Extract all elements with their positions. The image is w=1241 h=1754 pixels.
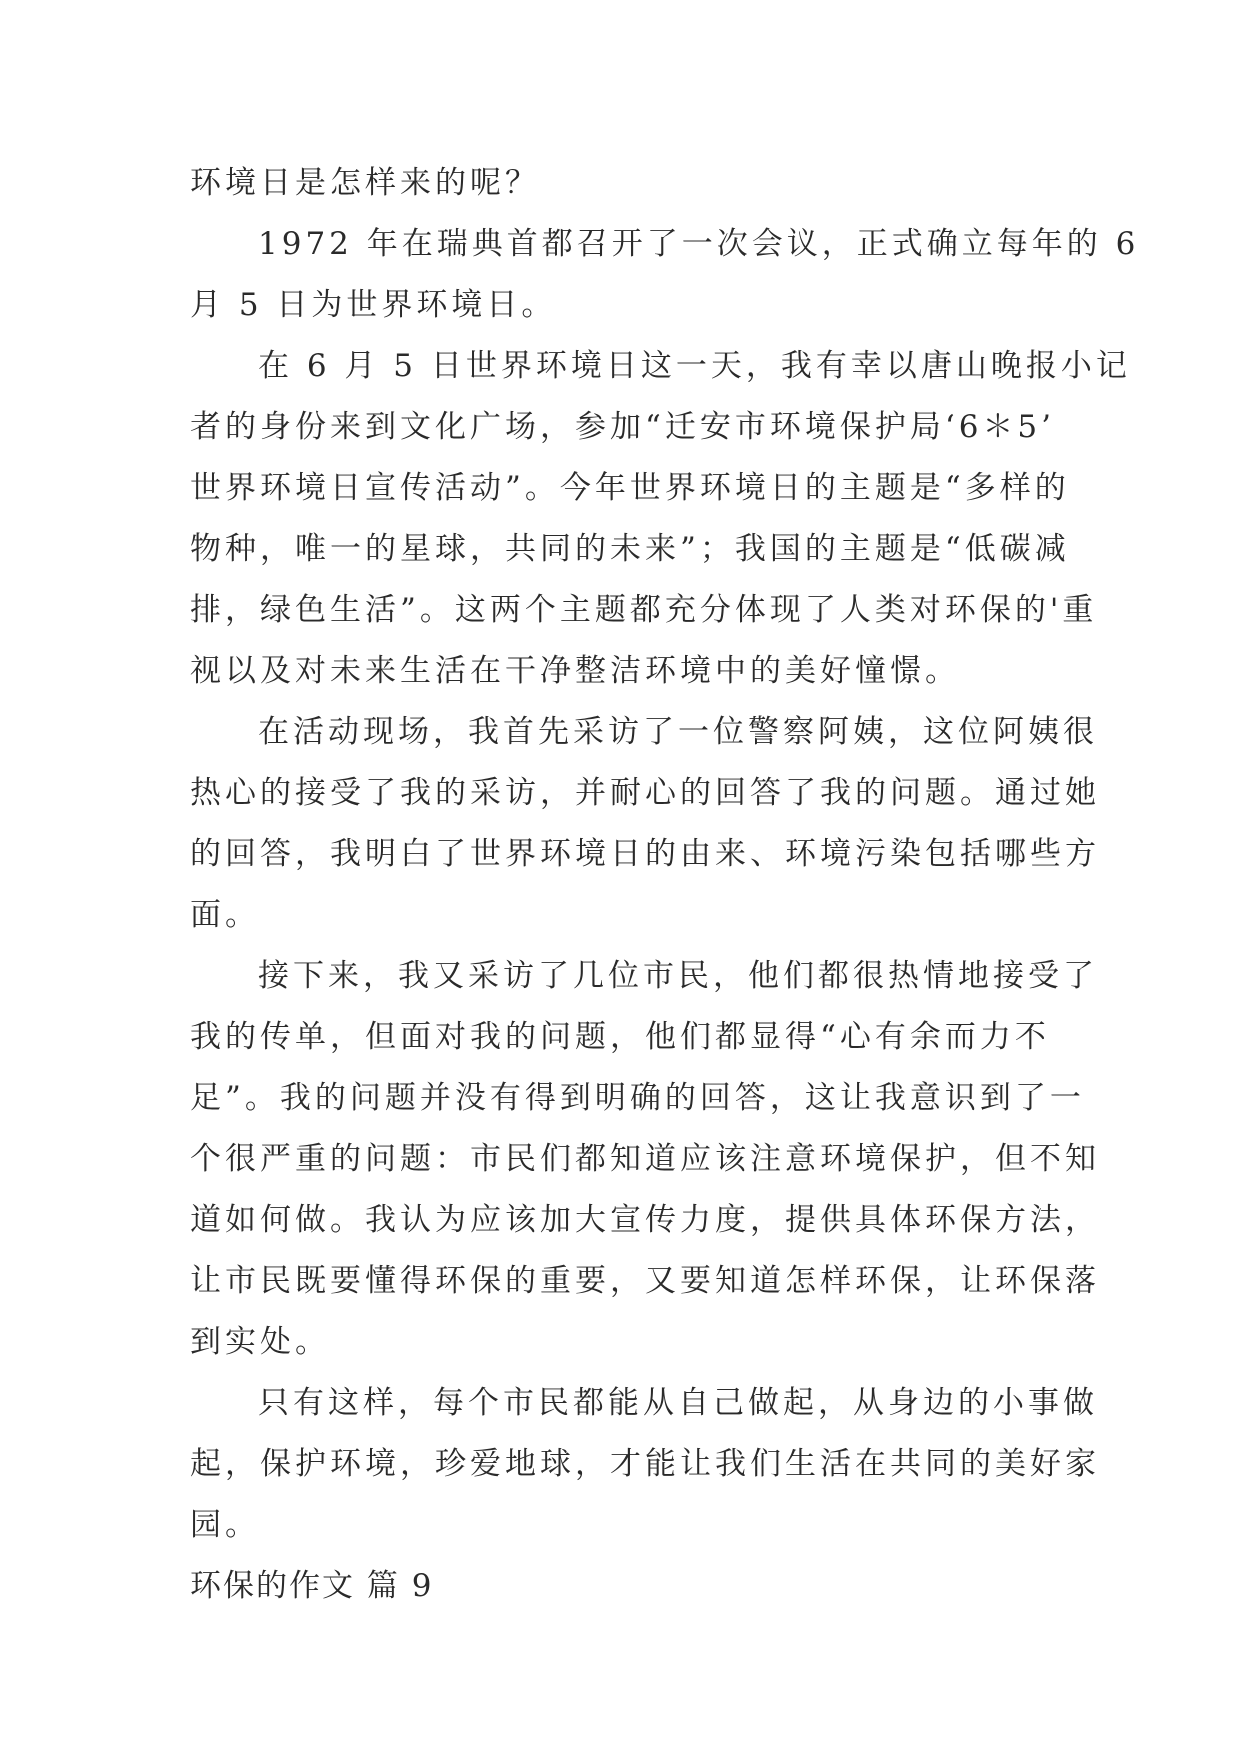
text-line: 世界环境日宣传活动”。今年世界环境日的主题是“多样的 bbox=[190, 470, 1070, 506]
text-line: 在活动现场，我首先采访了一位警察阿姨，这位阿姨很 bbox=[258, 714, 1098, 750]
text-line: 我的传单，但面对我的问题，他们都显得“心有余而力不 bbox=[190, 1019, 1050, 1055]
text-line: 起，保护环境，珍爱地球，才能让我们生活在共同的美好家 bbox=[190, 1446, 1100, 1482]
text-line: 物种，唯一的星球，共同的未来”；我国的主题是“低碳减 bbox=[190, 531, 1070, 567]
text-line: 道如何做。我认为应该加大宣传力度，提供具体环保方法， bbox=[190, 1202, 1100, 1238]
text-line: 月 5 日为世界环境日。 bbox=[190, 287, 557, 323]
text-line: 足”。我的问题并没有得到明确的回答，这让我意识到了一 bbox=[190, 1080, 1085, 1116]
text-line: 个很严重的问题：市民们都知道应该注意环境保护，但不知 bbox=[190, 1141, 1100, 1177]
text-line: 园。 bbox=[190, 1507, 260, 1543]
text-line: 接下来，我又采访了几位市民，他们都很热情地接受了 bbox=[258, 958, 1098, 994]
text-line: 让市民既要懂得环保的重要，又要知道怎样环保，让环保落 bbox=[190, 1263, 1100, 1299]
text-line: 1972 年在瑞典首都召开了一次会议，正式确立每年的 6 bbox=[258, 226, 1140, 262]
text-line: 的回答，我明白了世界环境日的由来、环境污染包括哪些方 bbox=[190, 836, 1100, 872]
text-line: 面。 bbox=[190, 897, 260, 933]
text-line: 只有这样，每个市民都能从自己做起，从身边的小事做 bbox=[258, 1385, 1098, 1421]
text-line: 到实处。 bbox=[190, 1324, 330, 1360]
section-heading: 环保的作文 篇 9 bbox=[190, 1568, 434, 1604]
text-line: 在 6 月 5 日世界环境日这一天，我有幸以唐山晚报小记 bbox=[258, 348, 1131, 384]
text-line: 热心的接受了我的采访，并耐心的回答了我的问题。通过她 bbox=[190, 775, 1100, 811]
text-line: 排，绿色生活”。这两个主题都充分体现了人类对环保的'重 bbox=[190, 592, 1098, 628]
text-line: 者的身份来到文化广场，参加“迁安市环境保护局‘6＊5’ bbox=[190, 409, 1056, 445]
text-line: 视以及对未来生活在干净整洁环境中的美好憧憬。 bbox=[190, 653, 960, 689]
document-body bbox=[190, 153, 1140, 1617]
text-line: 环境日是怎样来的呢？ bbox=[190, 165, 540, 201]
